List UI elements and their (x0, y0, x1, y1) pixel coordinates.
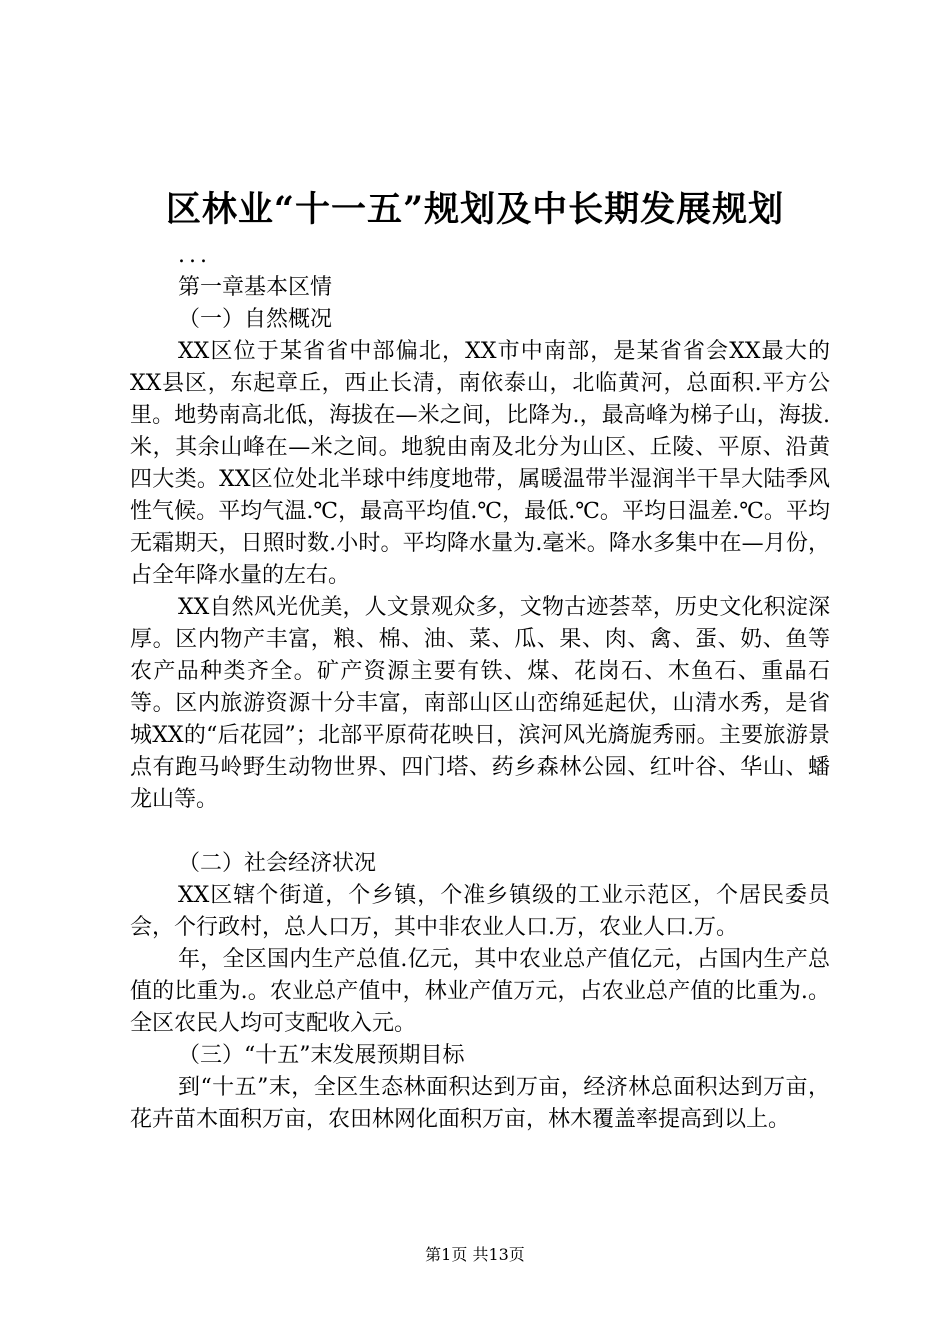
paragraph-targets-1: 到“十五”末，全区生态林面积达到万亩，经济林总面积达到万亩，花卉苗木面积万亩，农田林网化面积万亩，林木覆盖率提高到以上。 (130, 1075, 830, 1132)
paragraph-economy-1: XX区辖个街道，个乡镇，个准乡镇级的工业示范区，个居民委员会，个行政村，总人口万，其中非农业人口.万，农业人口.万。 (130, 883, 830, 940)
paragraph-economy-2: 年，全区国内生产总值.亿元，其中农业总产值亿元，占国内生产总值的比重为.。农业总产值中，林业产值万元，占农业总产值的比重为.。全区农民人均可支配收入元。 (130, 947, 830, 1036)
document-title: 区林业“十一五”规划及中长期发展规划 (165, 189, 785, 230)
paragraph-natural-1: XX区位于某省省中部偏北，XX市中南部，是某省省会XX最大的XX县区，东起章丘，西止长清，南依泰山，北临黄河，总面积.平方公里。地势南高北低，海拔在—米之间，比降为.，最高峰为梯子山，海拔.米，其余山峰在—米之间。地貌由南及北分为山区、丘陵、平原、沿黄四大类。XX区位处北半球中纬度地带，属暖温带半湿润半干旱大陆季风性气候。平均气温.℃，最高平均值.℃，最低.℃。平均日温差.℃。平均无霜期天，日照时数.小时。平均降水量为.毫米。降水多集中在—月份，占全年降水量的左右。 (130, 339, 830, 588)
chapter-heading: 第一章基本区情 (178, 275, 333, 300)
section-heading-targets: （三）“十五”末发展预期目标 (178, 1043, 465, 1068)
paragraph-natural-2: XX自然风光优美，人文景观众多，文物古迹荟萃，历史文化积淀深厚。区内物产丰富，粮、棉、油、菜、瓜、果、肉、禽、蛋、奶、鱼等农产品种类齐全。矿产资源主要有铁、煤、花岗石、木鱼石、重晶石等。区内旅游资源十分丰富，南部山区山峦绵延起伏，山清水秀，是省城XX的“后花园”；北部平原荷花映日，滨河风光旖旎秀丽。主要旅游景点有跑马岭野生动物世界、四门塔、药乡森林公园、红叶谷、华山、蟠龙山等。 (130, 595, 830, 812)
paragraph-gap (130, 816, 830, 848)
page-footer: 第1页 共13页 (425, 1245, 525, 1264)
document-body (130, 240, 830, 1136)
ellipsis-text: ... (178, 243, 211, 268)
section-heading-economy: （二）社会经济状况 (178, 851, 377, 876)
section-heading-natural: （一）自然概况 (178, 307, 333, 332)
